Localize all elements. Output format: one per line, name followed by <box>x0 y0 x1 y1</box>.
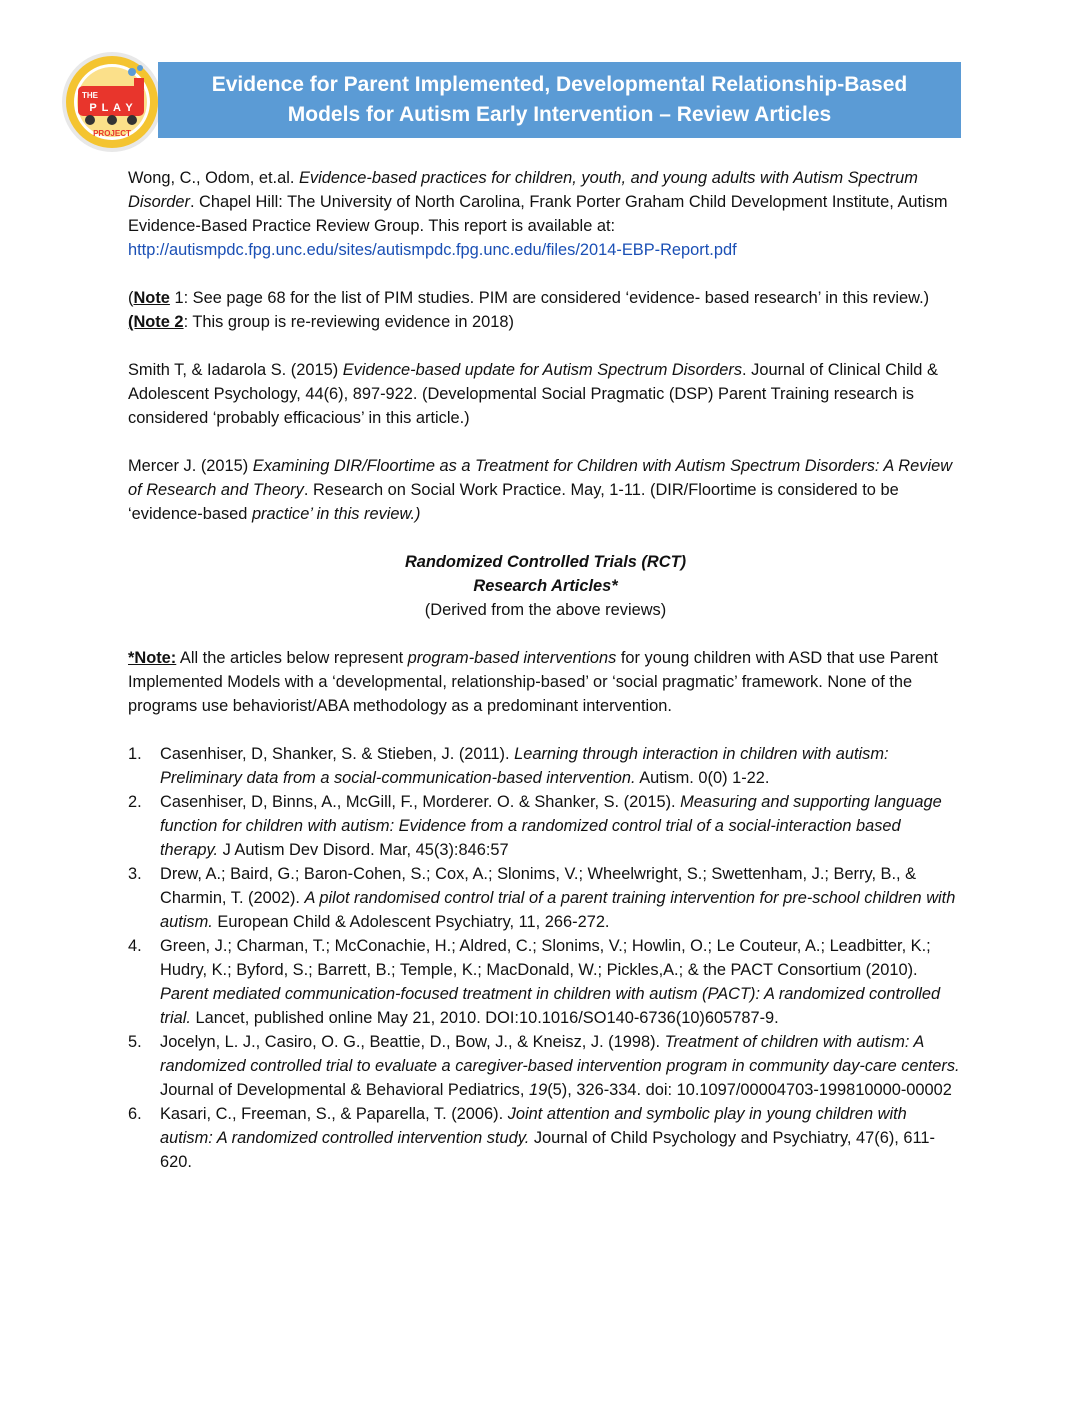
svg-text:PROJECT: PROJECT <box>93 129 131 138</box>
svg-text:L: L <box>101 102 109 114</box>
svg-text:P: P <box>89 102 97 114</box>
svg-text:Y: Y <box>125 102 133 114</box>
list-item: 2. Casenhiser, D, Binns, A., McGill, F., Morderer. O. & Shanker, S. (2015). Measuring and supporting language function for children with autism: Evidence from a randomized control trial of a social-interaction based therapy. J Autism Dev Disord. Mar, 45(3):846:57 <box>128 793 942 859</box>
page-title-line-1: Evidence for Parent Implemented, Developmental Relationship-Based <box>211 73 908 96</box>
svg-text:A: A <box>113 102 121 114</box>
rct-article-list <box>128 742 963 1174</box>
list-item: 3. Drew, A.; Baird, G.; Baron-Cohen, S.; Cox, A.; Slonims, V.; Wheelwright, S.; Swettenham, J.; Berry, B., & Charmin, T. (2002). A pilot randomised control trial of a parent training intervention for pre-school children with autism. European Child & Adolescent Psychiatry, 11, 266-272. <box>128 865 956 931</box>
notes-block: (Note 1: See page 68 for the list of PIM studies. PIM are considered ‘evidence- based research’ in this review.) (Note 2: This group is re-reviewing evidence in 2018) <box>128 289 930 331</box>
review-citation-mercer: Mercer J. (2015) Examining DIR/Floortime as a Treatment for Children with Autism Spectrum Disorders: A Review of Research and Theory. Research on Social Work Practice. May, 1-11. (DIR/Floortime is considered to be ‘evidence-based practice’ in this review.) <box>128 457 953 523</box>
list-item: 1. Casenhiser, D, Shanker, S. & Stieben, J. (2011). Learning through interaction in children with autism: Preliminary data from a social-communication-based intervention. Autism. 0(0) 1-22. <box>128 745 889 787</box>
note2-label: (Note 2 <box>128 313 184 331</box>
list-item: 6. Kasari, C., Freeman, S., & Paparella, T. (2006). Joint attention and symbolic play in young children with autism: A randomized controlled intervention study. Journal of Child Psychology and Psychiatry, 47(6), 611-620. <box>128 1105 935 1171</box>
review-citation-smith: Smith T, & Iadarola S. (2015) Evidence-based update for Autism Spectrum Disorders. Journal of Clinical Child & Adolescent Psychology, 44(6), 897-922. (Developmental Social Pragmatic (DSP) Parent Training research is considered ‘probably efficacious’ in this article.) <box>128 361 938 427</box>
list-item: 4. Green, J.; Charman, T.; McConachie, H.; Aldred, C.; Slonims, V.; Howlin, O.; Le Couteur, A.; Leadbitter, K.; Hudry, K.; Byford, S.; Barrett, B.; Temple, K.; MacDonald, W.; Pickles,A.; & the PACT Consortium (2010). Parent mediated communication-focused treatment in children with autism (PACT): A randomized controlled trial. Lancet, published online May 21, 2010. DOI:10.1016/SO140-6736(10)605787-9. <box>128 937 941 1027</box>
play-project-logo <box>60 50 164 154</box>
rct-heading: Randomized Controlled Trials (RCT) Research Articles* (Derived from the above reviews) <box>404 553 687 619</box>
list-item: 5. Jocelyn, L. J., Casiro, O. G., Beattie, D., Bow, J., & Kneisz, J. (1998). Treatment of children with autism: A randomized controlled trial to evaluate a caregiver-based intervention program in community day-care centers. Journal of Developmental & Behavioral Pediatrics, 19(5), 326-334. doi: 10.1097/00004703-199810000-00002 <box>128 1033 960 1099</box>
review-citation-wong: Wong, C., Odom, et.al. Evidence-based practices for children, youth, and young adults with Autism Spectrum Disorder. Chapel Hill: The University of North Carolina, Frank Porter Graham Child Development Institute, Autism Evidence-Based Practice Review Group. This report is available at: http://autismpdc.fpg.unc.edu/sites/autismpdc.fpg.unc.edu/files/2014-EBP-Report.pdf <box>128 169 948 259</box>
star-note-label: *Note: <box>128 649 177 667</box>
report-link[interactable]: http://autismpdc.fpg.unc.edu/sites/autismpdc.fpg.unc.edu/files/2014-EBP-Report.pdf <box>128 241 737 259</box>
note1-label: Note <box>133 289 170 307</box>
star-note: *Note: All the articles below represent program-based interventions for young children with ASD that use Parent Implemented Models with a ‘developmental, relationship-based’ or ‘social pragmatic’ framework. None of the programs use behaviorist/ABA methodology as a predominant intervention. <box>128 649 938 715</box>
page-title-line-2: Models for Autism Early Intervention – Review Articles <box>287 103 832 126</box>
header-banner <box>158 62 961 138</box>
document-body <box>128 166 963 1174</box>
svg-text:THE: THE <box>82 91 98 100</box>
